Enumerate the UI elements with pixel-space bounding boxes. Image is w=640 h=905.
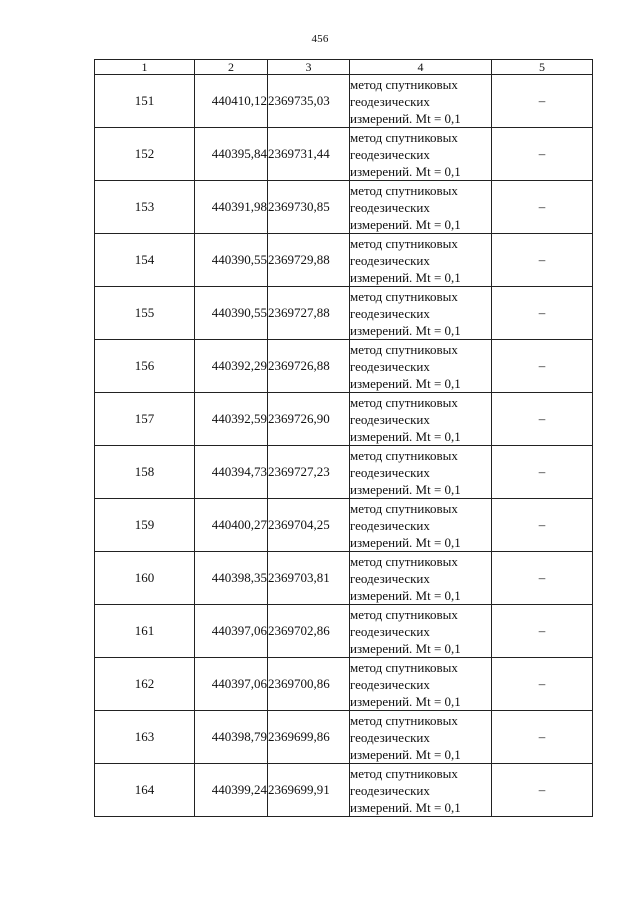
method-line: геодезических	[350, 252, 430, 268]
method-line: измерений. Mt = 0,1	[350, 110, 461, 126]
method-line: метод спутниковых	[350, 606, 458, 622]
note-cell: –	[492, 446, 593, 499]
method-line: метод спутниковых	[350, 394, 458, 410]
point-number-cell: 163	[95, 711, 195, 764]
method-cell	[350, 287, 492, 340]
note-cell: –	[492, 234, 593, 287]
note-cell: –	[492, 128, 593, 181]
method-line: геодезических	[350, 729, 430, 745]
y-coordinate-cell: 2369704,25	[268, 499, 350, 552]
point-number-cell: 162	[95, 658, 195, 711]
point-number-cell: 152	[95, 128, 195, 181]
x-coordinate-cell: 440410,12	[195, 75, 268, 128]
table-row	[95, 287, 593, 340]
table-body	[95, 75, 593, 817]
y-coordinate-cell: 2369702,86	[268, 605, 350, 658]
x-coordinate-cell: 440398,35	[195, 552, 268, 605]
method-line: измерений. Mt = 0,1	[350, 216, 461, 232]
table-row	[95, 552, 593, 605]
method-line: метод спутниковых	[350, 447, 458, 463]
y-coordinate-cell: 2369730,85	[268, 181, 350, 234]
table-row	[95, 605, 593, 658]
method-line: метод спутниковых	[350, 182, 458, 198]
y-coordinate-cell: 2369735,03	[268, 75, 350, 128]
table-row	[95, 181, 593, 234]
method-line: метод спутниковых	[350, 712, 458, 728]
method-line: метод спутниковых	[350, 553, 458, 569]
note-cell: –	[492, 711, 593, 764]
table-row	[95, 393, 593, 446]
point-number-cell: 156	[95, 340, 195, 393]
method-line: измерений. Mt = 0,1	[350, 163, 461, 179]
column-header: 5	[492, 60, 593, 75]
method-line: геодезических	[350, 464, 430, 480]
method-line: измерений. Mt = 0,1	[350, 693, 461, 709]
x-coordinate-cell: 440390,55	[195, 234, 268, 287]
note-cell: –	[492, 499, 593, 552]
y-coordinate-cell: 2369703,81	[268, 552, 350, 605]
table-row	[95, 499, 593, 552]
method-line: метод спутниковых	[350, 76, 458, 92]
table-row	[95, 128, 593, 181]
method-line: геодезических	[350, 411, 430, 427]
note-cell: –	[492, 75, 593, 128]
y-coordinate-cell: 2369726,90	[268, 393, 350, 446]
x-coordinate-cell: 440397,06	[195, 605, 268, 658]
x-coordinate-cell: 440390,55	[195, 287, 268, 340]
note-cell: –	[492, 552, 593, 605]
table-row	[95, 446, 593, 499]
method-line: измерений. Mt = 0,1	[350, 322, 461, 338]
point-number-cell: 157	[95, 393, 195, 446]
method-line: геодезических	[350, 782, 430, 798]
table-row	[95, 711, 593, 764]
y-coordinate-cell: 2369727,23	[268, 446, 350, 499]
point-number-cell: 153	[95, 181, 195, 234]
y-coordinate-cell: 2369699,91	[268, 764, 350, 817]
method-line: измерений. Mt = 0,1	[350, 269, 461, 285]
x-coordinate-cell: 440398,79	[195, 711, 268, 764]
point-number-cell: 161	[95, 605, 195, 658]
table-row	[95, 234, 593, 287]
method-cell	[350, 128, 492, 181]
method-cell	[350, 340, 492, 393]
x-coordinate-cell: 440400,27	[195, 499, 268, 552]
y-coordinate-cell: 2369699,86	[268, 711, 350, 764]
note-cell: –	[492, 658, 593, 711]
y-coordinate-cell: 2369729,88	[268, 234, 350, 287]
method-line: геодезических	[350, 676, 430, 692]
column-header: 1	[95, 60, 195, 75]
method-cell	[350, 181, 492, 234]
method-cell	[350, 393, 492, 446]
method-cell	[350, 711, 492, 764]
method-line: метод спутниковых	[350, 500, 458, 516]
method-line: геодезических	[350, 199, 430, 215]
point-number-cell: 164	[95, 764, 195, 817]
point-number-cell: 158	[95, 446, 195, 499]
coordinates-table	[94, 59, 593, 817]
method-cell	[350, 764, 492, 817]
y-coordinate-cell: 2369700,86	[268, 658, 350, 711]
method-line: измерений. Mt = 0,1	[350, 481, 461, 497]
method-line: геодезических	[350, 623, 430, 639]
x-coordinate-cell: 440399,24	[195, 764, 268, 817]
x-coordinate-cell: 440392,29	[195, 340, 268, 393]
point-number-cell: 159	[95, 499, 195, 552]
method-cell	[350, 605, 492, 658]
table-header-row	[95, 60, 593, 75]
table-row	[95, 75, 593, 128]
note-cell: –	[492, 605, 593, 658]
method-line: измерений. Mt = 0,1	[350, 534, 461, 550]
method-cell	[350, 75, 492, 128]
x-coordinate-cell: 440391,98	[195, 181, 268, 234]
point-number-cell: 160	[95, 552, 195, 605]
note-cell: –	[492, 393, 593, 446]
x-coordinate-cell: 440394,73	[195, 446, 268, 499]
method-cell	[350, 499, 492, 552]
note-cell: –	[492, 181, 593, 234]
method-cell	[350, 658, 492, 711]
table-row	[95, 658, 593, 711]
method-cell	[350, 552, 492, 605]
point-number-cell: 155	[95, 287, 195, 340]
method-line: метод спутниковых	[350, 288, 458, 304]
table-row	[95, 340, 593, 393]
page-number: 456	[311, 33, 329, 45]
method-line: измерений. Mt = 0,1	[350, 587, 461, 603]
method-line: метод спутниковых	[350, 659, 458, 675]
column-header: 4	[350, 60, 492, 75]
method-line: метод спутниковых	[350, 129, 458, 145]
method-line: измерений. Mt = 0,1	[350, 799, 461, 815]
point-number-cell: 151	[95, 75, 195, 128]
column-header: 3	[268, 60, 350, 75]
method-line: геодезических	[350, 517, 430, 533]
method-line: метод спутниковых	[350, 341, 458, 357]
method-cell	[350, 446, 492, 499]
method-line: метод спутниковых	[350, 235, 458, 251]
note-cell: –	[492, 287, 593, 340]
method-line: измерений. Mt = 0,1	[350, 640, 461, 656]
method-line: измерений. Mt = 0,1	[350, 428, 461, 444]
method-line: измерений. Mt = 0,1	[350, 375, 461, 391]
method-line: геодезических	[350, 305, 430, 321]
y-coordinate-cell: 2369731,44	[268, 128, 350, 181]
x-coordinate-cell: 440397,06	[195, 658, 268, 711]
x-coordinate-cell: 440392,59	[195, 393, 268, 446]
x-coordinate-cell: 440395,84	[195, 128, 268, 181]
method-line: метод спутниковых	[350, 765, 458, 781]
y-coordinate-cell: 2369726,88	[268, 340, 350, 393]
column-header: 2	[195, 60, 268, 75]
point-number-cell: 154	[95, 234, 195, 287]
method-line: геодезических	[350, 358, 430, 374]
method-line: геодезических	[350, 146, 430, 162]
method-cell	[350, 234, 492, 287]
method-line: геодезических	[350, 93, 430, 109]
table-row	[95, 764, 593, 817]
note-cell: –	[492, 764, 593, 817]
y-coordinate-cell: 2369727,88	[268, 287, 350, 340]
method-line: геодезических	[350, 570, 430, 586]
method-line: измерений. Mt = 0,1	[350, 746, 461, 762]
note-cell: –	[492, 340, 593, 393]
